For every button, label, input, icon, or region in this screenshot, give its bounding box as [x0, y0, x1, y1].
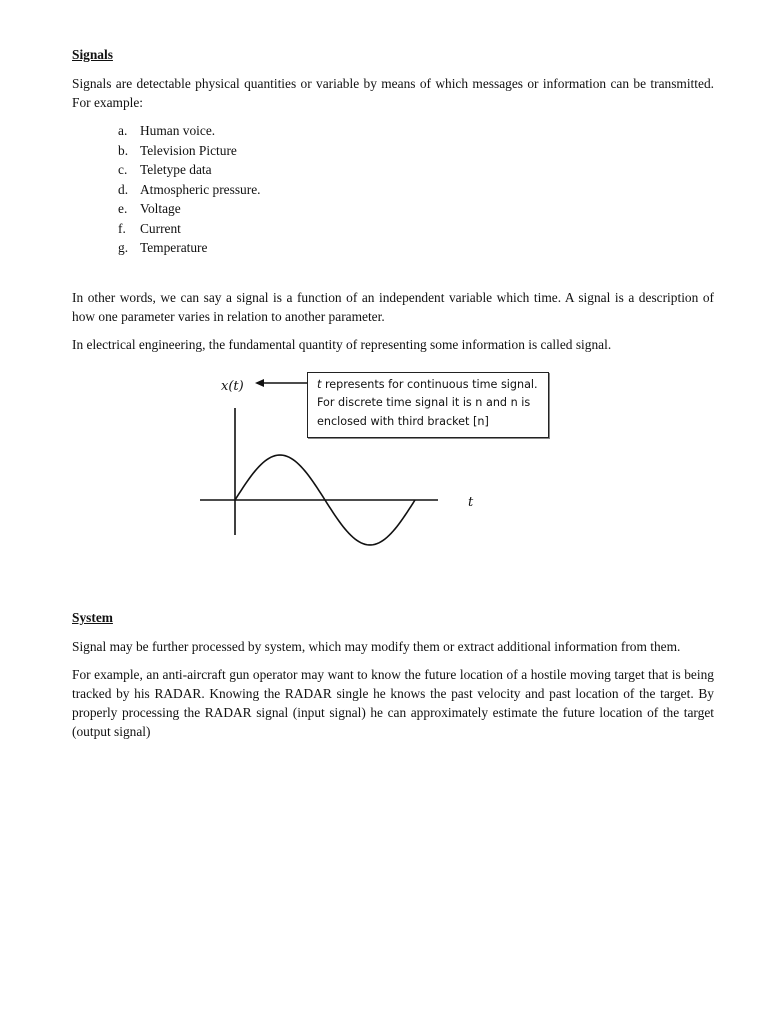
spacer	[72, 258, 714, 288]
list-item	[118, 219, 714, 239]
list-item	[118, 180, 714, 200]
list-item	[118, 238, 714, 258]
system-heading: System	[72, 609, 113, 625]
list-item	[118, 160, 714, 180]
list-item-text: Teletype data	[140, 162, 212, 177]
list-marker: g.	[118, 240, 129, 255]
signals-paragraph-3: In electrical engineering, the fundamental quantity of representing some information is called signal.	[72, 336, 612, 352]
document-content	[72, 45, 714, 750]
callout-line-2: For discrete time signal it is n and n is	[317, 396, 531, 409]
callout-box	[307, 372, 549, 438]
callout-line-1-text: represents for continuous time signal.	[321, 377, 538, 391]
system-paragraph-1: Signal may be further processed by system, which may modify them or extract additional information from them.	[72, 638, 681, 654]
list-marker: d.	[118, 181, 129, 197]
list-item	[118, 199, 714, 219]
callout-variable: t	[317, 377, 322, 391]
list-item	[118, 141, 714, 161]
system-paragraph-2: For example, an anti-aircraft gun operator may want to know the future location of a hostile moving target that is being tracked by his RADAR. Knowing the RADAR single he knows the past velocity and past location of the target. By properly processing the RADAR signal (input signal) he can approximately estimate the future location of the target (output signal)	[72, 666, 714, 739]
list-item-text: Voltage	[140, 201, 181, 216]
list-item-text: Human voice.	[140, 123, 216, 138]
signals-paragraph-2: In other words, we can say a signal is a function of an independent variable which time. A signal is a description of how one parameter varies in relation to another parameter.	[72, 289, 714, 324]
callout-line-1	[317, 376, 542, 395]
y-axis-label: x(t)	[221, 378, 244, 394]
list-item	[118, 121, 714, 141]
list-item-text: Temperature	[140, 240, 208, 255]
signals-intro: Signals are detectable physical quantities or variable by means of which messages or information can be transmitted. For example:	[72, 76, 714, 110]
list-marker: c.	[118, 162, 128, 177]
examples-list	[72, 121, 714, 258]
list-marker: e.	[118, 201, 128, 216]
callout-line-3: enclosed with third bracket [n]	[317, 414, 489, 428]
list-marker: b.	[118, 142, 129, 158]
system-section	[72, 608, 714, 741]
list-marker: a.	[118, 123, 128, 138]
signals-heading: Signals	[72, 47, 113, 62]
signal-figure	[72, 368, 714, 590]
list-marker: f.	[118, 220, 126, 236]
callout-arrow-head	[255, 379, 264, 387]
list-item-text: Current	[140, 220, 181, 236]
list-item-text: Atmospheric pressure.	[140, 181, 261, 197]
list-item-text: Television Picture	[140, 142, 237, 158]
x-axis-label: t	[468, 494, 474, 510]
